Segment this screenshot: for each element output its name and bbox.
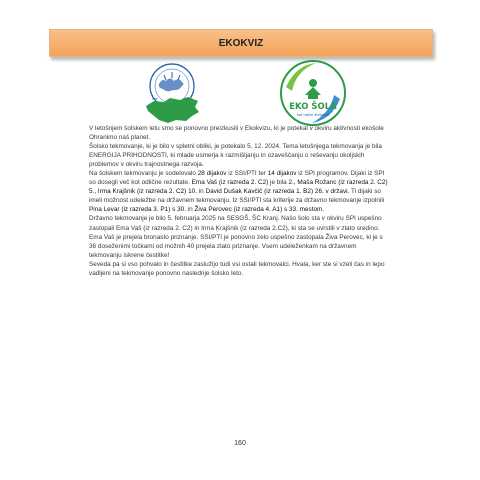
text-run: Na šolskem tekmovanju je sodelovalo xyxy=(89,170,198,178)
highlight-text: Ema Vaš (iz razreda 2. C2) xyxy=(191,179,269,187)
page-number: 160 xyxy=(234,440,246,447)
eko-sola-logo xyxy=(278,57,348,129)
text-run: V letošnjem šolskem letu smo se ponovno preizkusili v Ekokvizu, ki je potekal v okviru aktivnosti ekošole Ohranimo naš planet. xyxy=(89,125,384,142)
highlight-text: David Dušak Kavčič (iz razreda 1. B2) 26. v državi. xyxy=(205,188,350,196)
paragraph xyxy=(89,169,389,214)
svg-text:EKO: EKO xyxy=(184,97,191,101)
svg-text:kot način življenja: kot način življenja xyxy=(296,113,330,117)
text-run: Seveda pa si vso pohvalo in čestitke zaslužijo tudi vsi ostali tekmovalci. Hvala, ker ste si vzeli čas in lepo vadljeni na tekmovanje ponovno naslednje šolsko leto. xyxy=(89,260,385,277)
article-text xyxy=(89,124,389,278)
highlight-text: 28 dijakov xyxy=(197,170,227,178)
text-run: in xyxy=(185,206,195,214)
text-run: in xyxy=(196,188,206,196)
svg-text:EKO ŠOLA: EKO ŠOLA xyxy=(289,102,337,112)
svg-text:FEE: FEE xyxy=(152,97,158,101)
paragraph xyxy=(89,142,389,169)
text-run: Ti dijaki so imeli možnost udeležbe na državnem tekmovanju. Iz SSI/PTI sta kriterije za državno tekmovanje izpolnili xyxy=(89,188,385,205)
highlight-text: Pina Levar (iz razreda 3. P1) s 30. xyxy=(89,206,186,214)
paragraph xyxy=(89,124,389,142)
text-run: iz SPI programov. Dijaki iz SPI so dosegli več kot odlične rezultate. xyxy=(89,170,385,187)
page-title: EKOKVIZ xyxy=(218,37,264,49)
page-title-bar xyxy=(49,29,433,57)
text-run: iz SSI/PTI ter xyxy=(226,170,268,178)
text-run: Državno tekmovanje je bilo 5. februarja 2025 na SESGŠ, ŠC Kranj. Našo šolo sta v okviru SPI uspešno zastopali Ema Vaš (iz razreda 2. C2) in Irma Krajšnik (iz razreda 2.C2), ki sta se uvrstili v zlato sredino. Ema Vaš je prejela bronasto priznanje. SSI/PTI je ponovno zelo uspešno zastopala Živa Perovec, ki je s 36 doseženimi točkami od možnih 40 prejela zlato priznanje. Vsem udeleženkam na državnem tekmovanju iskrene čestitke! xyxy=(89,215,383,259)
highlight-text: 2., Maša Rožanc (iz razreda 2. C2) 5., Irma Krajšnik (iz razreda 2. C2) 10. xyxy=(89,179,388,196)
highlight-text: Živa Perovec (iz razreda 4. A1) s 33. mestom. xyxy=(194,206,325,214)
paragraph xyxy=(89,214,389,259)
text-run: je bila xyxy=(268,179,289,187)
text-run: Šolsko tekmovanje, ki je bilo v spletni obliki, je potekalo 5. 12. 2024. Tema letošnjega tekmovanja je bila ENERGIJA PRIHODNOSTI, ki mlade usmerja k razmišljanju in ozaveščanju o reševanju okoljskih problemov v okviru trajnostnega razvoja. xyxy=(89,143,382,169)
paragraph xyxy=(89,260,389,278)
highlight-text: 14 dijakov xyxy=(267,170,297,178)
society-logo xyxy=(132,60,212,134)
